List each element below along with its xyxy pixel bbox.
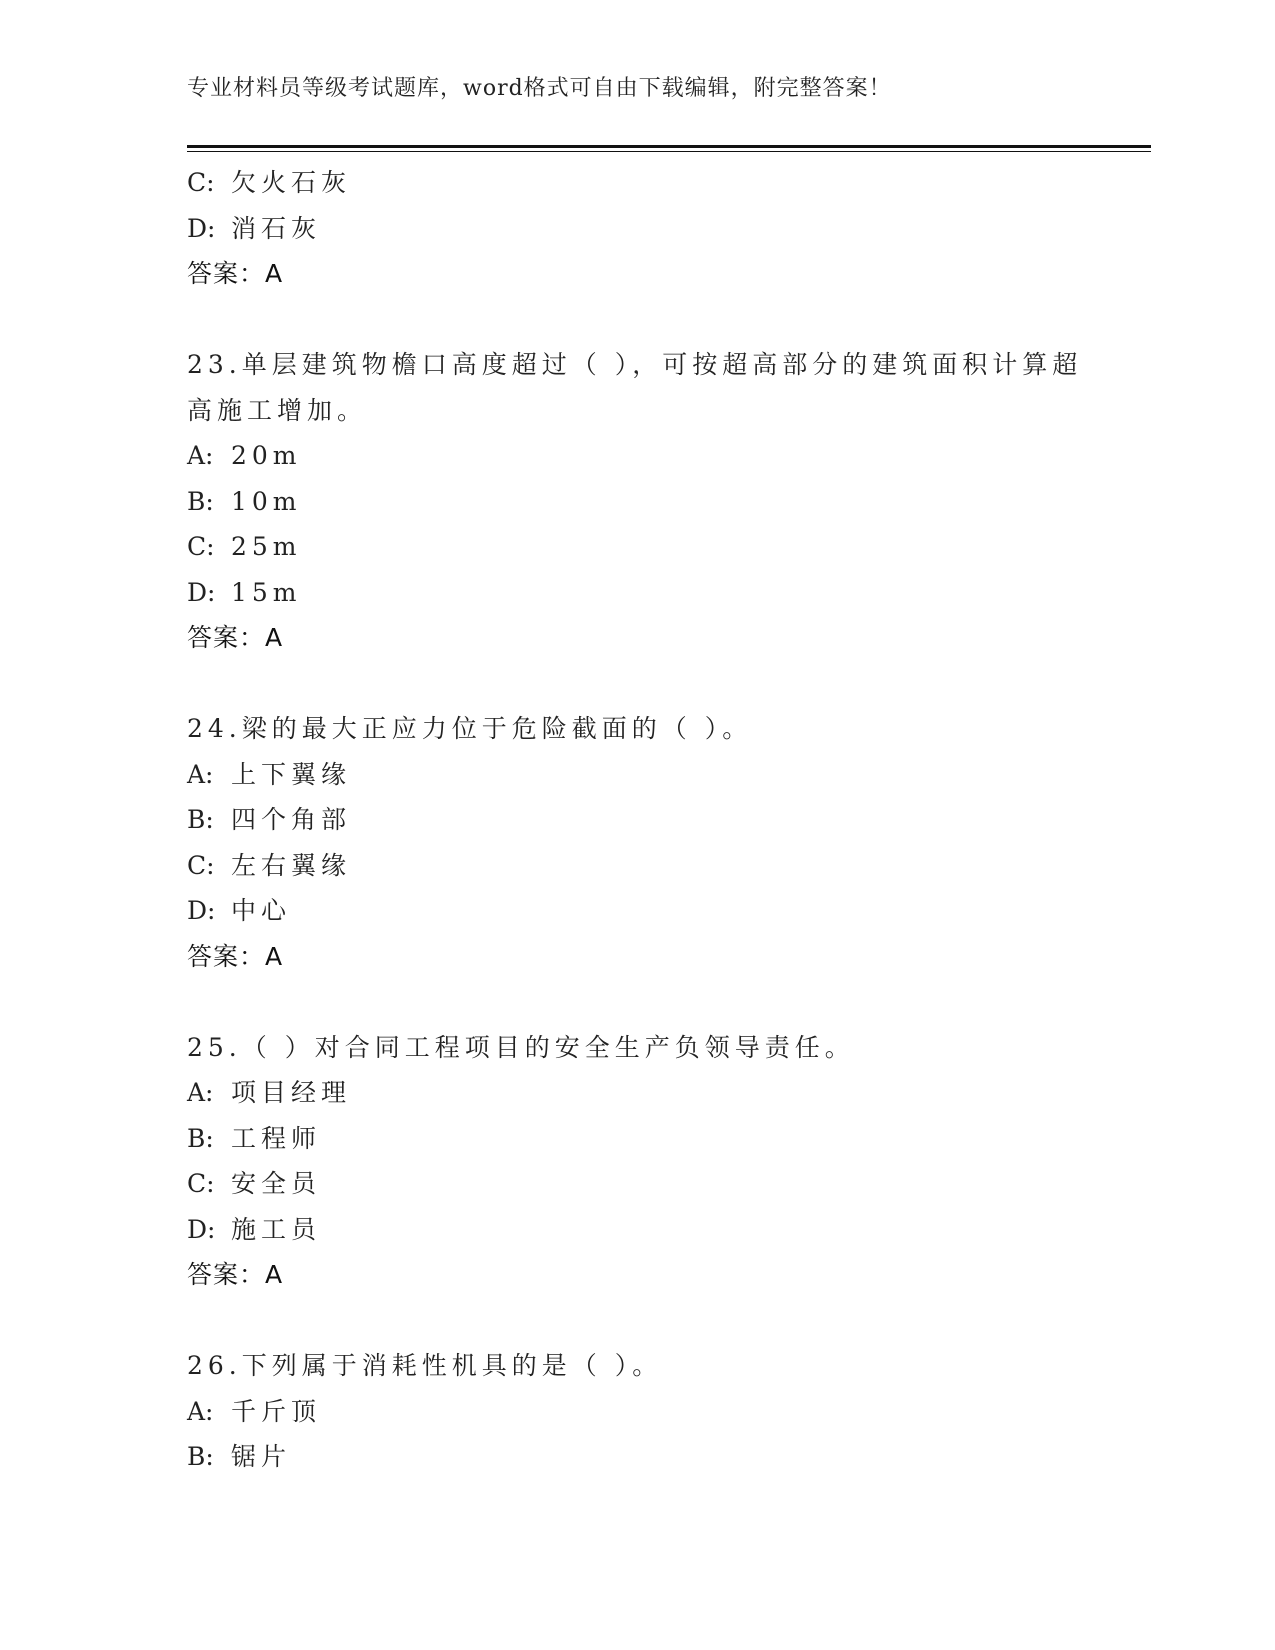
option-a: A: 上下翼缘 [187, 759, 352, 789]
question-stem: 26.下列属于消耗性机具的是（ ）。 [187, 1351, 663, 1380]
answer-line: 答案：A [187, 941, 284, 971]
question-stem: 24.梁的最大正应力位于危险截面的（ ）。 [187, 714, 753, 743]
question-content [187, 160, 1087, 1480]
option-d: D: 15m [187, 577, 302, 607]
option-b: B: 锯片 [187, 1442, 292, 1471]
option-d: D: 施工员 [187, 1214, 322, 1244]
answer-line: 答案：A [187, 1260, 284, 1289]
option-c: C: 25m [187, 532, 302, 561]
option-b: B: 工程师 [187, 1123, 322, 1153]
question-25 [187, 1025, 1087, 1298]
option-c: C: 安全员 [187, 1169, 322, 1198]
option-a: A: 千斤顶 [187, 1396, 322, 1426]
answer-line: 答案：A [187, 623, 284, 652]
header-rule-thick [187, 145, 1151, 148]
question-24 [187, 706, 1087, 979]
option-a: A: 20m [187, 441, 302, 470]
option-d: D: 中心 [187, 896, 292, 925]
question-26 [187, 1343, 1087, 1480]
answer-line: 答案：A [187, 259, 284, 288]
question-stem: 23.单层建筑物檐口高度超过（ ），可按超高部分的建筑面积计算超 [187, 350, 1083, 379]
option-c: C: 欠火石灰 [187, 168, 352, 197]
page-header: 专业材料员等级考试题库，word格式可自由下载编辑，附完整答案！ [187, 76, 892, 101]
previous-question-tail [187, 160, 1087, 297]
question-stem-continued: 高施工增加。 [187, 395, 368, 425]
option-a: A: 项目经理 [187, 1078, 352, 1107]
option-c: C: 左右翼缘 [187, 850, 352, 880]
question-stem: 25.（ ）对合同工程项目的安全生产负领导责任。 [187, 1032, 855, 1062]
question-23 [187, 342, 1087, 661]
option-b: B: 10m [187, 486, 302, 516]
option-b: B: 四个角部 [187, 805, 352, 834]
header-rule-thin [187, 151, 1151, 152]
option-d: D: 消石灰 [187, 213, 322, 243]
